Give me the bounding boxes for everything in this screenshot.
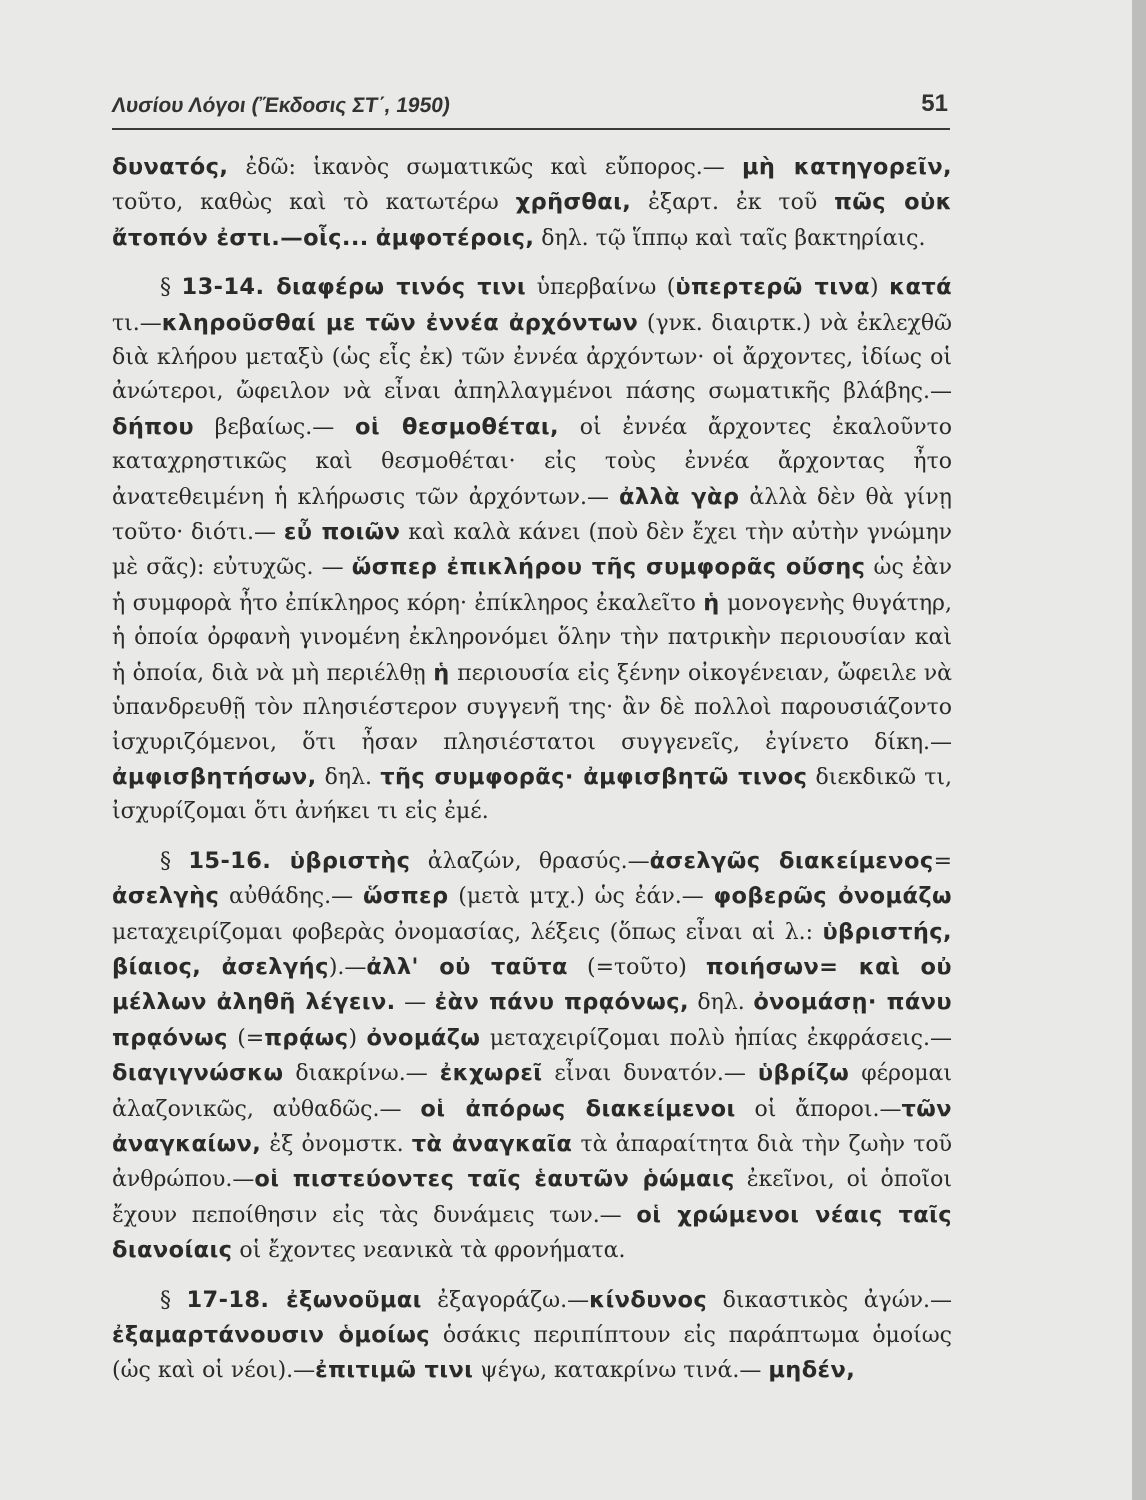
lemma-term: ἐξαμαρτάνουσιν ὁμοίως <box>112 1322 431 1348</box>
page-number: 51 <box>921 90 948 117</box>
lemma-term: ὑπερτερῶ τινα <box>675 274 871 301</box>
paragraph-1 <box>112 150 952 256</box>
gloss-text: φέρομαι ἀλαζονικῶς, αὐθαδῶς.— <box>112 1061 952 1122</box>
gloss-text: § <box>160 848 189 874</box>
gloss-text: ἐκεῖνοι, οἱ ὁποῖοι ἔχουν πεποίθησιν εἰς τὰς δυνάμεις των.— <box>112 1167 952 1228</box>
lemma-term: ἡ <box>433 659 450 686</box>
gloss-text: οἱ ἐννέα ἄρχοντες ἐκαλοῦντο καταχρηστικῶς καὶ θεσμοθέται· εἰς τοὺς ἐννέα ἄρχοντας ἦτο ἀνατεθειμένη ἡ κλήρωσις τῶν ἀρχόντων.— <box>112 414 952 510</box>
lemma-term: μηδέν, <box>768 1357 856 1384</box>
gloss-text: (γνκ. διαιρτκ.) νὰ ἐκλεχθῶ διὰ κλήρου μεταξὺ (ὡς εἷς ἐκ) τῶν ἐννέα ἀρχόντων· οἱ ἄρχοντες, ἰδίως οἱ ἀνώτεροι, ὤφειλον νὰ εἶναι ἀπηλλαγμένοι πάσης σωματικῆς βλάβης.— <box>112 310 952 405</box>
paragraph-3 <box>112 844 952 1269</box>
gloss-text: (= <box>227 1025 265 1051</box>
gloss-text: (μετὰ μτχ.) ὡς ἐάν.— <box>448 884 714 910</box>
gloss-text: ἀλαζών, θρασύς.— <box>410 848 650 874</box>
gloss-text: οἱ ἄποροι.— <box>735 1096 902 1122</box>
running-head: Λυσίου Λόγοι (Ἔκδοσις ΣΤ΄, 1950) <box>110 94 452 117</box>
lemma-term: τῶν ἀναγκαίων, <box>112 1095 952 1157</box>
gloss-text: ὁσάκις περιπίπτουν εἰς παράπτωμα ὁμοίως (ὡς καὶ οἱ νέοι).— <box>112 1323 952 1384</box>
lemma-term: τῆς συμφορᾶς· ἀμφισβητῶ τινος <box>380 763 808 790</box>
lemma-term: ἐκχωρεῖ <box>439 1060 543 1087</box>
gloss-text: ἐξαγοράζω.— <box>421 1287 590 1313</box>
commentary-text <box>112 150 952 1389</box>
gloss-text: ὑπερβαίνω ( <box>526 275 676 301</box>
gloss-text: βεβαίως.— <box>193 414 355 440</box>
lemma-term: τὰ ἀναγκαῖα <box>411 1130 573 1157</box>
lemma-term: ποιήσων= καὶ οὐ μέλλων ἀληθῆ λέγειν. <box>112 953 953 1016</box>
lemma-term: 17-18. ἐξωνοῦμαι <box>186 1286 422 1313</box>
gloss-text: ἐξ ὀνομστκ. <box>261 1131 412 1157</box>
gloss-text: μεταχειρίζομαι πολὺ ἠπίας ἐκφράσεις.— <box>480 1025 952 1051</box>
lemma-term: 15-16. ὑβριστὴς <box>188 847 411 874</box>
lemma-term: κίνδυνος <box>589 1286 708 1313</box>
gloss-text <box>369 226 376 251</box>
lemma-term: ἀλλ' οὐ ταῦτα <box>366 953 568 980</box>
gloss-text: ) <box>870 275 890 301</box>
lemma-term: 13-14. διαφέρω τινός τινι <box>181 274 527 301</box>
lemma-term: οἱ ἀπόρως διακείμενοι <box>420 1095 736 1122</box>
lemma-term: δυνατός, <box>112 154 229 180</box>
lemma-term: οἱ χρώμενοι νέαις ταῖς διανοίαις <box>112 1201 952 1264</box>
gloss-text: ).— <box>328 954 367 980</box>
gloss-text: ψέγω, κατακρίνω τινά.— <box>473 1358 769 1384</box>
lemma-term: δήπου <box>112 413 194 440</box>
gloss-text: δηλ. τῷ ἵππῳ καὶ ταῖς βακτηρίαις. <box>534 225 926 251</box>
lemma-term: ὀνομάζω <box>366 1024 481 1051</box>
lemma-term: ἐπιτιμῶ τινι <box>315 1357 474 1384</box>
lemma-term: ἀμφοτέροις, <box>375 224 535 251</box>
gloss-text: τι.— <box>112 310 162 336</box>
gloss-text: ) <box>348 1025 367 1051</box>
gloss-text: ἐξαρτ. ἐκ τοῦ <box>631 190 835 216</box>
gloss-text: δικαστικὸς ἀγών.— <box>707 1287 952 1313</box>
lemma-term: κληροῦσθαί με τῶν ἐννέα ἀρχόντων <box>161 309 639 336</box>
lemma-term: ἡ <box>703 589 720 616</box>
lemma-term: χρῆσθαι, <box>515 189 632 216</box>
gloss-text: = <box>933 848 952 874</box>
lemma-term: εὖ ποιῶν <box>283 519 401 546</box>
lemma-term: μὴ κατηγορεῖν, <box>741 154 952 180</box>
lemma-term: ἀλλὰ γὰρ <box>618 483 740 510</box>
lemma-term: ἀσελγῶς διακείμενος <box>649 847 934 874</box>
gloss-text: μεταχειρίζομαι φοβερὰς ὀνομασίας, λέξεις (ὅπως εἶναι αἱ λ.: <box>112 919 823 945</box>
gloss-text: δηλ. <box>688 990 754 1016</box>
gloss-text: εἶναι δυνατόν.— <box>542 1061 758 1087</box>
lemma-term: οἱ πιστεύοντες ταῖς ἑαυτῶν ῥώμαις <box>254 1166 735 1193</box>
gloss-text: μονογενὴς θυγάτηρ, ἡ ὁποία ὀρφανὴ γινομένη ἐκληρονόμει ὅλην τὴν πατρικὴν περιουσίαν καὶ ἡ ὁποία, διὰ νὰ μὴ περιέλθῃ <box>112 590 952 686</box>
gloss-text: καὶ καλὰ κάνει (ποὺ δὲν ἔχει τὴν αὐτὴν γνώμην μὲ σᾶς): εὐτυχῶς. — <box>112 520 953 581</box>
lemma-term: φοβερῶς ὀνομάζω <box>713 883 952 910</box>
lemma-term: ὑβρίζω <box>757 1060 850 1087</box>
lemma-term: ὥσπερ <box>362 883 449 910</box>
paragraph-2 <box>112 270 952 830</box>
gloss-text: ἐδῶ: ἱκανὸς σωματικῶς καὶ εὔπορος.— <box>228 155 742 180</box>
gloss-text: διεκδικῶ τι, ἰσχυρίζομαι ὅτι ἀνήκει τι εἰς ἐμέ. <box>112 764 952 825</box>
lemma-term: ἐὰν πάνυ πρᾳόνως, <box>434 989 689 1016</box>
page-header <box>112 88 950 130</box>
gloss-text: (=τοῦτο) <box>567 954 706 980</box>
lemma-term: ἀσελγὴς <box>112 883 220 910</box>
paragraph-4 <box>112 1283 952 1389</box>
gloss-text: — <box>395 990 435 1016</box>
gloss-text: οἱ ἔχοντες νεανικὰ τὰ φρονήματα. <box>232 1238 626 1264</box>
lemma-term: ὥσπερ ἐπικλήρου τῆς συμφορᾶς οὔσης <box>351 554 866 581</box>
lemma-term: ὑβριστής, βίαιος, ἀσελγής <box>112 918 952 980</box>
lemma-term: πῶς οὐκ ἄτοπόν ἐστι.—οἷς... <box>112 189 952 251</box>
gloss-text: § <box>160 275 182 301</box>
gloss-text: διακρίνω.— <box>283 1061 440 1087</box>
lemma-term: πρᾴως <box>264 1024 349 1051</box>
lemma-term: ἀμφισβητήσων, <box>112 763 317 790</box>
gloss-text: ὡς ἐὰν ἡ συμφορὰ ἦτο ἐπίκληρος κόρη· ἐπίκληρος ἐκαλεῖτο <box>112 555 952 616</box>
lemma-term: κατά <box>889 274 952 301</box>
gloss-text: τὰ ἀπαραίτητα διὰ τὴν ζωὴν τοῦ ἀνθρώπου.— <box>112 1131 952 1193</box>
lemma-term: οἱ θεσμοθέται, <box>354 413 559 440</box>
gloss-text: ἀλλὰ δὲν θὰ γίνῃ τοῦτο· διότι.— <box>112 484 952 546</box>
lemma-term: διαγιγνώσκω <box>112 1060 284 1087</box>
page-edge-shadow <box>1132 0 1146 1500</box>
gloss-text: αὐθάδης.— <box>219 884 363 910</box>
gloss-text: § <box>160 1287 187 1313</box>
gloss-text: τοῦτο, καθὼς καὶ τὸ κατωτέρω <box>112 190 516 216</box>
gloss-text: δηλ. <box>316 764 381 790</box>
lemma-term: ὀνομάσῃ· πάνυ πρᾳόνως <box>112 989 952 1051</box>
gloss-text: περιουσία εἰς ξένην οἰκογένειαν, ὤφειλε νὰ ὑπανδρευθῇ τὸν πλησιέστερον συγγενῆ της· ἂν δὲ πολλοὶ παρουσιάζοντο ἰσχυριζόμενοι, ὅτι ἦσαν πλησιέστατοι συγγενεῖς, ἐγίνετο δίκη.— <box>112 660 952 755</box>
